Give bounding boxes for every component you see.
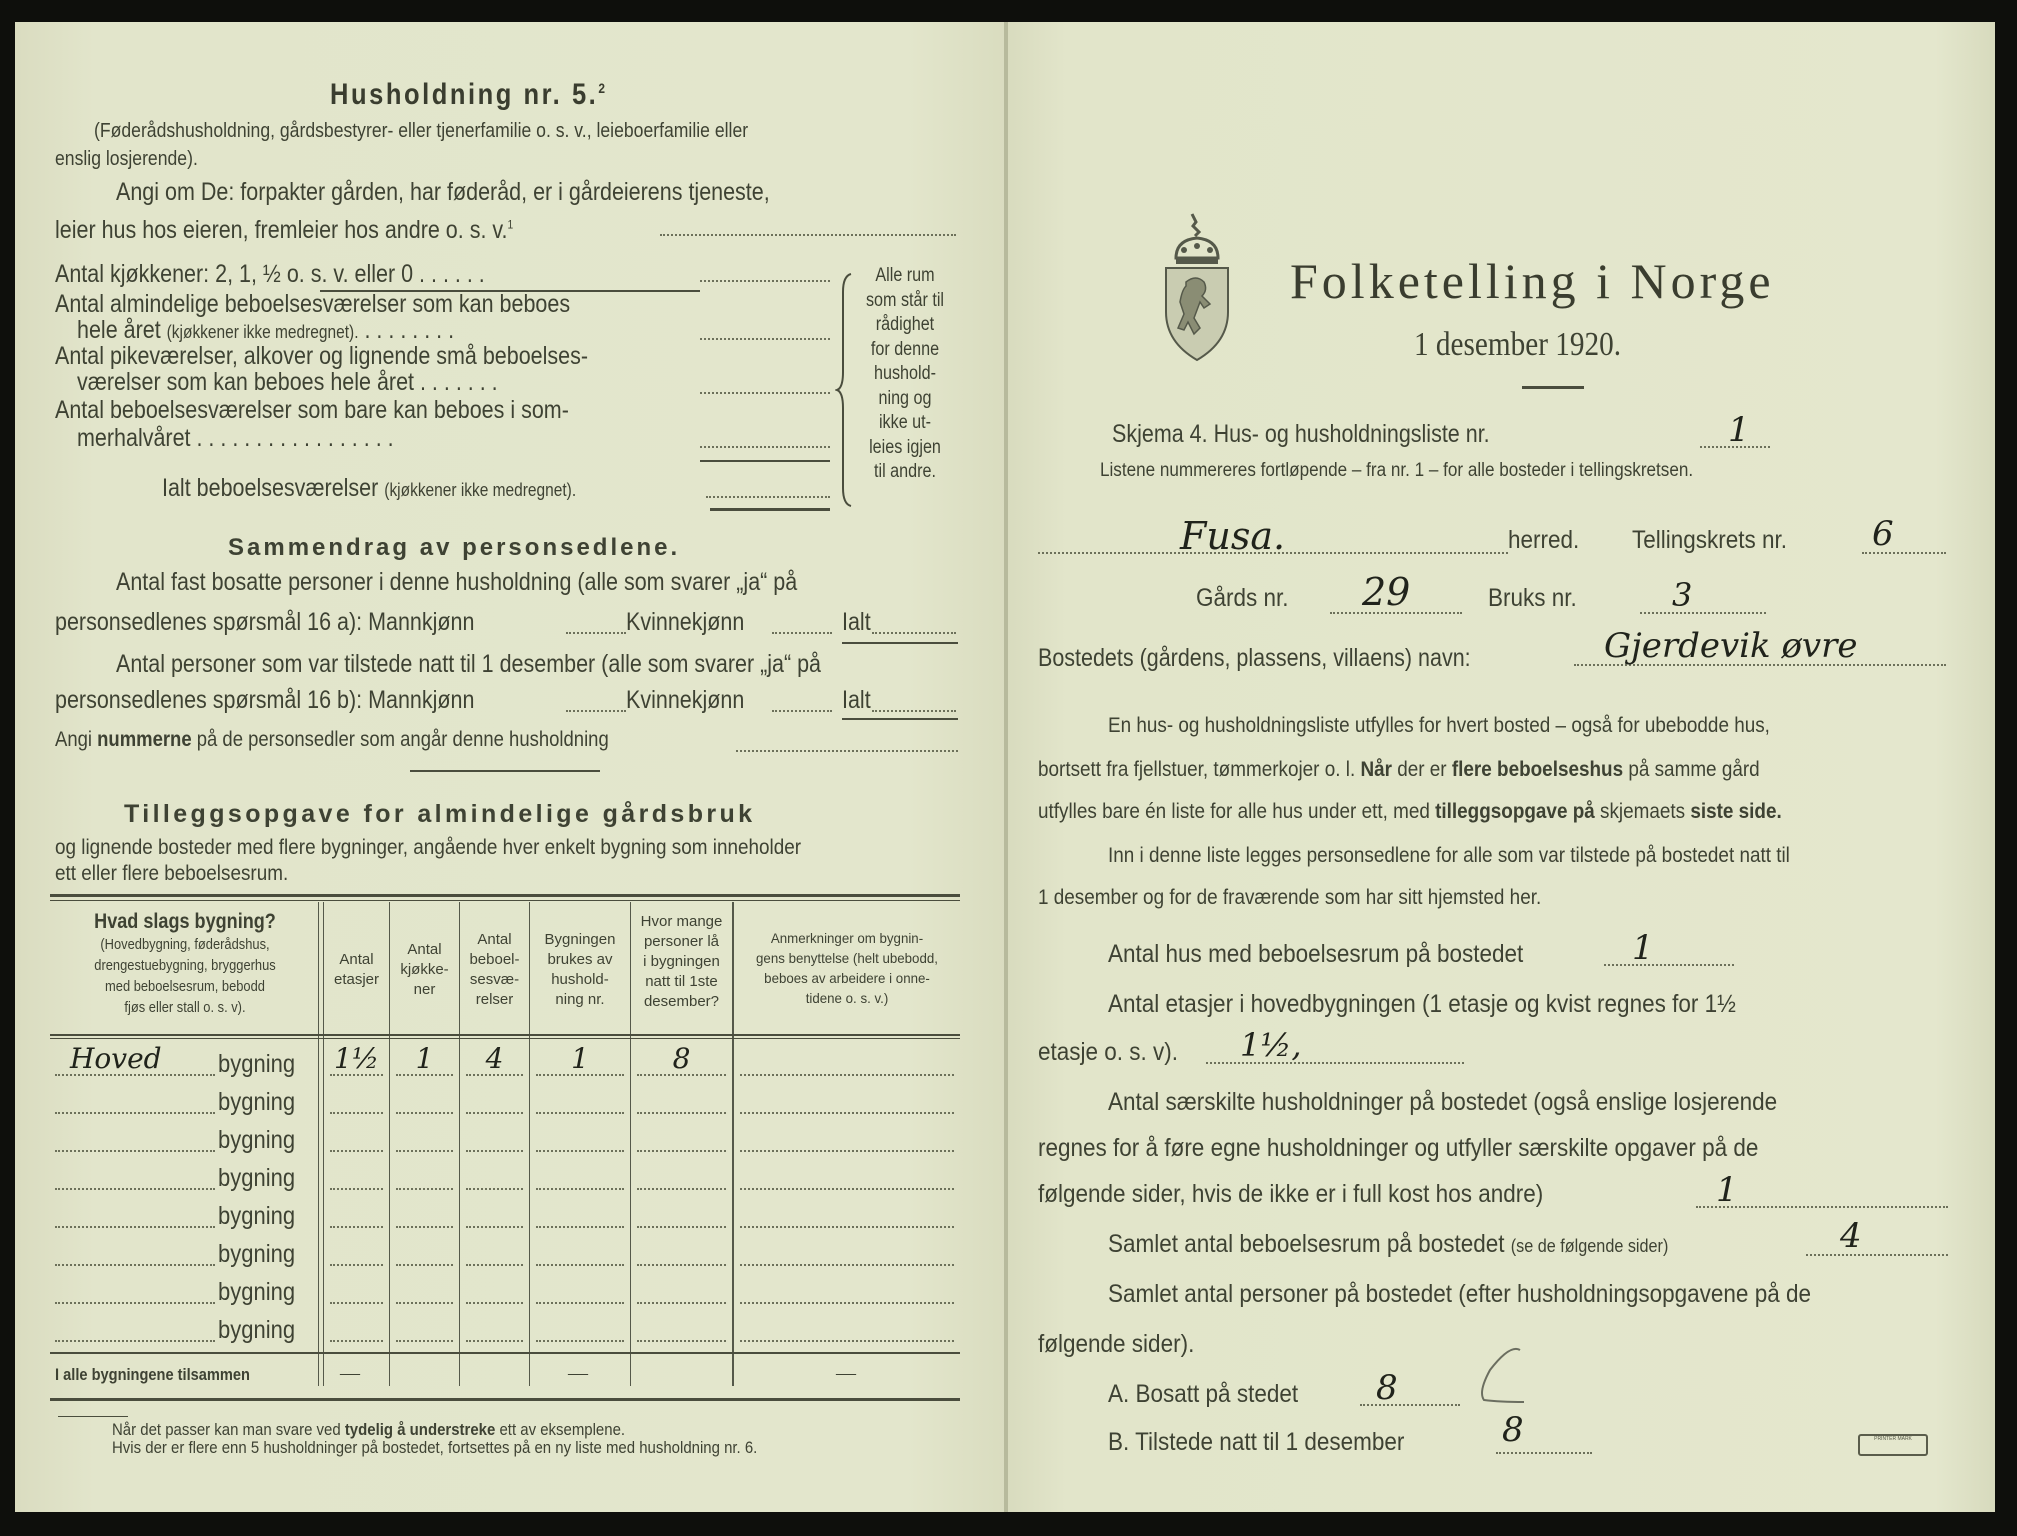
persons-line-2: følgende sider). — [1038, 1330, 1195, 1358]
col-line — [318, 902, 319, 1386]
header-bottom-rule — [50, 1034, 960, 1036]
municipality-label: herred. — [1508, 526, 1580, 554]
hdr-line: hushold- — [551, 971, 609, 988]
cell-household-field[interactable] — [536, 1226, 624, 1228]
type-desc-line: drengestuebygning, bryggerhus — [94, 957, 276, 974]
rooms-summer-label-2: merhalvåret . . . . . . . . . . . . . . . . . — [77, 424, 394, 452]
footnote-1 — [112, 1420, 625, 1440]
rooms-total-field-right[interactable] — [1806, 1254, 1948, 1256]
footnote-rule — [58, 1416, 128, 1417]
fast-line-2-text: personsedlenes spørsmål 16 a): Mannkjønn — [55, 608, 475, 636]
summary-heading: Sammendrag av personsedlene. — [228, 534, 681, 561]
ordinary-text: hele året — [77, 316, 161, 344]
table-top-rule-2 — [50, 900, 960, 901]
summer-rooms-field[interactable] — [700, 446, 830, 448]
p1l2-mid: der er — [1391, 758, 1452, 781]
cell-persons-field[interactable] — [637, 1264, 726, 1266]
kitchens-field[interactable] — [700, 280, 830, 282]
present-female-field[interactable] — [772, 710, 832, 712]
cell-remarks-field[interactable] — [740, 1264, 954, 1266]
page-fold — [1004, 22, 1008, 1512]
header-household — [530, 930, 630, 1010]
holding-value: 3 — [1672, 576, 1693, 614]
cell-remarks-field[interactable] — [740, 1150, 954, 1152]
building-name-field[interactable] — [55, 1302, 215, 1304]
resident-value: 8 — [1376, 1368, 1398, 1408]
fast-total-label: Ialt — [842, 608, 871, 636]
cell-kitchens-field[interactable] — [396, 1226, 453, 1228]
p1l3-bold-1: tilleggsopgave på — [1435, 800, 1595, 823]
building-suffix: bygning — [218, 1088, 296, 1116]
fast-total-rule — [842, 642, 958, 644]
header-floors — [324, 950, 389, 990]
cell-kitchens-field[interactable] — [396, 1302, 453, 1304]
numbers-pre: Angi — [55, 728, 98, 751]
supplement-heading: Tilleggsopgave for almindelige gårdsbruk — [124, 800, 756, 828]
hdr-line: beboes av arbeidere i onne- — [764, 970, 930, 986]
title-divider — [1522, 386, 1584, 389]
cell-floors-field[interactable] — [330, 1150, 383, 1152]
cell-rooms-field[interactable] — [466, 1302, 523, 1304]
cell-kitchens-field[interactable] — [396, 1340, 453, 1342]
hdr-line: Antal — [339, 951, 374, 968]
angi-footnote-mark: 1 — [507, 217, 514, 232]
cell-rooms-field[interactable] — [466, 1226, 523, 1228]
houses-label: Antal hus med beboelsesrum på bostedet — [1108, 940, 1524, 968]
cell-remarks-field[interactable] — [740, 1074, 954, 1076]
hdr-line: tidene o. s. v.) — [805, 990, 889, 1006]
numbers-line — [55, 728, 609, 752]
cell-floors-field[interactable] — [330, 1112, 383, 1114]
brace-note-line: som står til — [865, 289, 945, 311]
numbers-bold: nummerne — [97, 728, 192, 751]
p1l2-bold-1: Når — [1360, 758, 1392, 781]
building-name-field[interactable] — [55, 1188, 215, 1190]
cell-household-value: 1 — [571, 1042, 589, 1075]
instruction-p2-line2: 1 desember og for de fraværende som har sitt hjemsted her. — [1038, 886, 1542, 909]
place-value: Gjerdevik øvre — [1604, 626, 1858, 666]
angi-answer-field[interactable] — [660, 234, 956, 236]
hdr-line: sesvæ- — [469, 971, 520, 988]
building-name-field[interactable] — [55, 1226, 215, 1228]
brace-note-line: for denne — [870, 338, 940, 360]
building-name-field[interactable] — [55, 1264, 215, 1266]
hdr-line: Antal — [407, 941, 442, 958]
households-value: 1 — [1716, 1170, 1738, 1210]
cell-persons-value: 8 — [672, 1042, 691, 1075]
p1l3-bold-2: siste side. — [1690, 800, 1782, 823]
header-kitchens — [390, 940, 459, 1000]
table-sum-rule — [50, 1352, 960, 1354]
rooms-total-value: 4 — [1840, 1216, 1862, 1256]
cell-floors-field[interactable] — [330, 1188, 383, 1190]
hdr-line: Bygningen — [544, 931, 616, 948]
houses-field[interactable] — [1604, 964, 1734, 966]
rooms-total-label — [162, 474, 576, 503]
persons-line-1: Samlet antal personer på bostedet (efter husholdningsopgavene på de — [1108, 1280, 1811, 1308]
building-name-field[interactable] — [55, 1150, 215, 1152]
rooms-ordinary-label-2 — [77, 316, 454, 345]
total-row-label: I alle bygningene tilsammen — [55, 1365, 250, 1384]
instruction-p2-line1: Inn i denne liste legges personsedlene for alle som var tilstede på bostedet natt til — [1108, 844, 1790, 867]
present-total-label: Ialt — [842, 686, 871, 714]
hdr-line: natt til 1ste — [645, 973, 718, 990]
municipality-value: Fusa. — [1180, 514, 1286, 558]
summary-fast-line-1: Antal fast bosatte personer i denne husholdning (alle som svarer „ja“ på — [116, 568, 798, 596]
floors-line-1: Antal etasjer i hovedbygningen (1 etasje og kvist regnes for 1½ — [1108, 990, 1736, 1018]
rooms-maid-label-1: Antal pikeværelser, alkover og lignende små beboelses- — [55, 342, 589, 370]
hdr-line: Anmerkninger om bygnin- — [770, 930, 924, 946]
cell-persons-field[interactable] — [637, 1302, 726, 1304]
cell-household-field[interactable] — [536, 1264, 624, 1266]
building-name-value: Hoved — [70, 1042, 162, 1075]
fast-female-field[interactable] — [772, 632, 832, 634]
summary-fast-line-2 — [55, 608, 474, 637]
farm-label: Gårds nr. — [1196, 584, 1289, 612]
heading-footnote-mark: 2 — [598, 80, 608, 96]
hdr-line: Hvor mange — [640, 913, 723, 930]
farm-value: 29 — [1362, 570, 1411, 614]
household-heading — [330, 78, 607, 112]
header-bottom-rule-2 — [50, 1038, 960, 1039]
building-suffix: bygning — [218, 1240, 296, 1268]
total-floors: — — [340, 1362, 360, 1384]
type-desc — [71, 934, 300, 1018]
households-line-3: følgende sider, hvis de ikke er i full kost hos andre) — [1038, 1180, 1544, 1208]
pencil-mark-icon — [1450, 1346, 1530, 1415]
building-suffix: bygning — [218, 1202, 296, 1230]
hdr-line: personer lå — [643, 933, 720, 950]
building-suffix: bygning — [218, 1050, 296, 1078]
numbers-field[interactable] — [736, 750, 958, 752]
cell-kitchens-field[interactable] — [396, 1150, 453, 1152]
brace-note-line: ikke ut- — [878, 412, 932, 433]
hdr-line: gens benyttelse (helt ubebodd, — [756, 950, 938, 966]
header-remarks — [740, 928, 955, 1008]
cell-persons-field[interactable] — [637, 1112, 726, 1114]
printer-stamp — [1858, 1434, 1928, 1456]
heading-text: Husholdning nr. 5. — [330, 78, 599, 111]
cell-floors-field[interactable] — [330, 1226, 383, 1228]
rooms-maid-label-2: værelser som kan beboes hele året . . . . . . . — [77, 368, 498, 396]
header-persons — [631, 912, 732, 1012]
schema-label: Skjema 4. Hus- og husholdningsliste nr. — [1112, 420, 1490, 448]
summary-present-line-2: personsedlenes spørsmål 16 b): Mannkjønn — [55, 686, 475, 714]
cell-household-field[interactable] — [536, 1112, 624, 1114]
cell-rooms-field[interactable] — [466, 1264, 523, 1266]
hdr-line: relser — [475, 991, 514, 1008]
cell-rooms-field[interactable] — [466, 1188, 523, 1190]
census-date: 1 desember 1920. — [1414, 326, 1622, 363]
present-label: B. Tilstede natt til 1 desember — [1108, 1428, 1405, 1456]
header-rooms — [460, 930, 529, 1010]
instruction-p1-line1: En hus- og husholdningsliste utfylles for hvert bosted – også for ubebodde hus, — [1108, 714, 1770, 737]
resident-field[interactable] — [1360, 1404, 1460, 1406]
total-text: Ialt beboelsesværelser — [162, 474, 379, 502]
brace-icon — [835, 272, 855, 513]
p1l3-mid: skjemaets — [1594, 800, 1691, 823]
rooms-label-note: (se de følgende sider) — [1510, 1236, 1669, 1256]
brace-note-line: hushold- — [874, 363, 936, 384]
fast-male-field[interactable] — [566, 632, 626, 634]
total-household: — — [568, 1362, 588, 1384]
building-suffix: bygning — [218, 1164, 296, 1192]
total-remarks: — — [836, 1362, 856, 1384]
cell-persons-field[interactable] — [637, 1188, 726, 1190]
cell-remarks-field[interactable] — [740, 1112, 954, 1114]
floors-value: 1½, — [1240, 1026, 1302, 1064]
holding-label: Bruks nr. — [1488, 584, 1577, 612]
p1l2-post: på samme gård — [1623, 758, 1760, 781]
cell-household-field[interactable] — [536, 1150, 624, 1152]
type-title: Hvad slags bygning? — [94, 910, 276, 933]
cell-remarks-field[interactable] — [740, 1226, 954, 1228]
instruction-p1-line3 — [1038, 800, 1782, 824]
header-building-type — [52, 910, 318, 1018]
type-desc-line: med beboelsesrum, bebodd — [105, 978, 265, 995]
rooms-label-text: Samlet antal beboelsesrum på bostedet — [1108, 1230, 1505, 1258]
brace-note — [863, 264, 948, 485]
numbers-post: på de personsedler som angår denne husholdning — [191, 728, 609, 751]
hdr-line: i bygningen — [643, 953, 720, 970]
angi-line-1: Angi om De: forpakter gården, har føderåd, er i gårdeierens tjeneste, — [116, 178, 770, 206]
type-desc-line: fjøs eller stall o. s. v). — [124, 999, 246, 1016]
footnote-1-pre: Når det passer kan man svare ved — [112, 1420, 345, 1439]
hdr-line: ner — [413, 981, 436, 998]
hdr-line: Antal — [477, 931, 512, 948]
building-suffix: bygning — [218, 1316, 296, 1344]
hdr-line: desember? — [643, 993, 720, 1010]
section-divider — [410, 770, 600, 772]
supplement-desc-2: ett eller flere beboelsesrum. — [55, 862, 289, 885]
cell-kitchens-value: 1 — [415, 1042, 434, 1075]
hdr-line: etasjer — [333, 971, 380, 988]
households-line-2: regnes for å føre egne husholdninger og utfyller særskilte opgaver på de — [1038, 1134, 1759, 1162]
building-suffix: bygning — [218, 1278, 296, 1306]
supplement-desc-1: og lignende bosteder med flere bygninger, angående hver enkelt bygning som inneholder — [55, 836, 802, 859]
household-subtitle-2: enslig losjerende). — [55, 148, 198, 170]
cell-rooms-value: 4 — [485, 1042, 504, 1075]
district-value: 6 — [1872, 514, 1894, 554]
cell-rooms-field[interactable] — [466, 1340, 523, 1342]
cell-remarks-field[interactable] — [740, 1340, 954, 1342]
cell-floors-field[interactable] — [330, 1340, 383, 1342]
hdr-line: beboel- — [469, 951, 520, 968]
hdr-line: ning nr. — [555, 991, 605, 1008]
rooms-kitchens-label: Antal kjøkkener: 2, 1, ½ o. s. v. eller 0 . . . . . . — [55, 260, 485, 288]
cell-persons-field[interactable] — [637, 1226, 726, 1228]
present-total-rule — [842, 718, 958, 720]
houses-value: 1 — [1632, 928, 1654, 968]
rooms-summer-label-1: Antal beboelsesværelser som bare kan beboes i som- — [55, 396, 569, 424]
cell-remarks-field[interactable] — [740, 1188, 954, 1190]
households-line-1: Antal særskilte husholdninger på bostedet (også enslige losjerende — [1108, 1088, 1778, 1116]
present-male-field[interactable] — [566, 710, 626, 712]
sum-rule — [700, 460, 830, 462]
total-note: (kjøkkener ikke medregnet). — [384, 480, 577, 500]
printer-stamp-text: PRINTER MARK — [1874, 1436, 1912, 1442]
census-title: Folketelling i Norge — [1290, 253, 1775, 309]
fast-total-field[interactable] — [872, 632, 956, 634]
cell-persons-field[interactable] — [637, 1150, 726, 1152]
brace-note-line: Alle rum — [875, 265, 935, 286]
floors-line-2: etasje o. s. v). — [1038, 1038, 1179, 1066]
cell-persons-field[interactable] — [637, 1340, 726, 1342]
place-label: Bostedets (gårdens, plassens, villaens) navn: — [1038, 644, 1471, 672]
table-bottom-rule — [50, 1398, 960, 1401]
coat-of-arms-icon — [1162, 212, 1232, 367]
hdr-line: brukes av — [547, 951, 613, 968]
rooms-ordinary-label-1: Antal almindelige beboelsesværelser som kan beboes — [55, 290, 571, 318]
list-note: Listene nummereres fortløpende – fra nr. 1 – for alle bosteder i tellingskretsen. — [1100, 460, 1694, 481]
cell-kitchens-field[interactable] — [396, 1264, 453, 1266]
col-line — [732, 902, 734, 1386]
p1l2-bold-2: flere beboelseshus — [1451, 758, 1624, 781]
instruction-p1-line2 — [1038, 758, 1760, 782]
building-suffix: bygning — [218, 1126, 296, 1154]
footnote-2: Hvis der er flere enn 5 husholdninger på bostedet, fortsettes på en ny liste med husholdning nr. 6. — [112, 1438, 758, 1457]
building-name-field[interactable] — [55, 1340, 215, 1342]
cell-household-field[interactable] — [536, 1340, 624, 1342]
present-field[interactable] — [1496, 1452, 1592, 1454]
summary-present-line-1: Antal personer som var tilstede natt til 1 desember (alle som svarer „ja“ på — [116, 650, 822, 678]
cell-remarks-field[interactable] — [740, 1302, 954, 1304]
table-top-rule — [50, 894, 960, 897]
cell-household-field[interactable] — [536, 1302, 624, 1304]
p1l2-pre: bortsett fra fjellstuer, tømmerkojer o. l. — [1038, 758, 1361, 781]
cell-rooms-field[interactable] — [466, 1112, 523, 1114]
present-female-label: Kvinnekjønn — [626, 686, 745, 714]
ordinary-rooms-field[interactable] — [700, 338, 830, 340]
district-label: Tellingskrets nr. — [1632, 526, 1788, 554]
type-desc-line: (Hovedbygning, føderådshus, — [100, 936, 270, 953]
brace-note-line: ning og — [878, 387, 932, 409]
cell-floors-field[interactable] — [330, 1302, 383, 1304]
left-page — [15, 22, 1006, 1512]
resident-label: A. Bosatt på stedet — [1108, 1380, 1299, 1408]
ordinary-note: (kjøkkener ikke medregnet). — [166, 322, 359, 342]
hdr-line: kjøkke- — [400, 961, 449, 978]
maid-rooms-field[interactable] — [700, 392, 830, 394]
cell-floors-value: 1½ — [334, 1042, 379, 1075]
rooms-total-label-right — [1108, 1230, 1668, 1259]
schema-number-value: 1 — [1728, 410, 1750, 450]
angi-line-2-text: leier hus hos eieren, fremleier hos andre o. s. v. — [55, 216, 508, 244]
cell-floors-field[interactable] — [330, 1264, 383, 1266]
household-subtitle-1: (Føderådshusholdning, gårdsbestyrer- eller tjenerfamilie o. s. v., leieboerfamilie eller — [94, 120, 749, 142]
cell-kitchens-field[interactable] — [396, 1112, 453, 1114]
holding-field[interactable] — [1640, 612, 1766, 614]
p1l3-pre: utfylles bare én liste for alle hus under ett, med — [1038, 800, 1436, 823]
ordinary-dots: . . . . . . . . — [364, 316, 455, 344]
brace-note-line: leies igjen — [869, 436, 941, 458]
brace-note-line: rådighet — [875, 314, 935, 335]
footnote-1-post: ett av eksemplene. — [495, 1420, 626, 1439]
cell-kitchens-field[interactable] — [396, 1188, 453, 1190]
present-value: 8 — [1502, 1410, 1524, 1450]
building-name-field[interactable] — [55, 1112, 215, 1114]
present-total-field[interactable] — [872, 710, 956, 712]
total-double-rule — [710, 508, 830, 511]
cell-rooms-field[interactable] — [466, 1150, 523, 1152]
brace-note-line: til andre. — [874, 461, 936, 482]
footnote-1-bold: tydelig å understreke — [344, 1420, 496, 1439]
total-rooms-field[interactable] — [706, 496, 830, 498]
angi-line-2 — [55, 216, 513, 245]
cell-household-field[interactable] — [536, 1188, 624, 1190]
fast-female-label: Kvinnekjønn — [626, 608, 745, 636]
